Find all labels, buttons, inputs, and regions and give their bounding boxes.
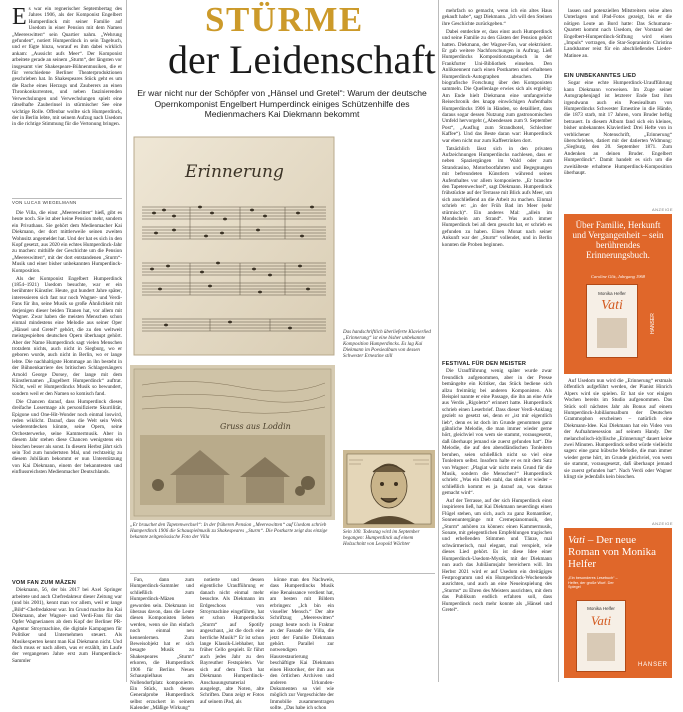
ad-1-publisher: HANSER — [650, 313, 656, 334]
column-rule — [438, 0, 439, 682]
subhead-festival: FESTIVAL FÜR DEN MEISTER — [442, 361, 527, 367]
score-caption: Das handschriftlich überlieferte Klavierlied „Erinnerung“ ist eine bisher unbekannte Komposition Humperdincks. Es lag Kai Diekmann im Poesiealbum von dessen Schwester Ernestine still — [343, 330, 431, 359]
postcard-text: Gruss aus Loddin — [220, 422, 291, 431]
ad-2[interactable] — [564, 528, 672, 678]
column-5 — [564, 8, 672, 68]
ad-2-book-author: Monika Helfer — [587, 606, 615, 611]
postcard — [130, 365, 335, 520]
headline: der Leidenschaft — [168, 37, 436, 82]
column-5c — [564, 378, 672, 514]
headline-kicker: STÜRME — [205, 0, 364, 39]
subhead-lied: EIN UNBEKANNTES LIED — [564, 73, 637, 79]
ad-label-2: ANZEIGE — [652, 521, 674, 526]
paragraph: Auf der Terrasse, auf der sich Humperdinck einst inspirieren ließ, hat Kai Diekmann neuerdings einen Flügel stehen, um sich, auch zu ganz Romantiker, Sonnenuntergänge mit Cremepianomusik, den „Sturm“ anhören zu können: einen Kammermusik, Sonate, mit gelegentlichen Empfehlungen tragischen und erhellenden Stimmen und Tänze, mal schwärmerisch, mal elegant, mal verspielt, wie dieses Lied gehört. Es ist diese Idee einer Humperdinck-Usedom-Mystik, mit der Diekmann nun auch das Jubiläumsjahr bereichern will. Im Herbst 2021 wird er auf Usedom ein dreitägiges Festprogramm und ein Humperdinck-Wochenende ausrichten, und auch an eine Neueinspielung des „Sturms“ zu Ehren des Meisters ausrichten, mit dem das Publikum endlich erfahren soll, dass Humperdinck noch mehr konnte als „Hänsel und Gretel“. — [442, 498, 552, 613]
score-title: Erinnerung — [185, 162, 284, 182]
bottom-column-a — [130, 577, 194, 712]
column-1b — [12, 577, 122, 679]
ad-2-headline-rest: – Der neue Roman von Monika Helfer — [568, 534, 656, 570]
byline: VON LUCAS WIEGELMANN — [12, 200, 77, 205]
intro-divider — [12, 198, 122, 199]
column-4b — [442, 358, 552, 679]
ad-1[interactable] — [564, 214, 672, 374]
paragraph: Sogar eine echte Humperdinck-Uraufführung kann Diekmann vorweisen. Im Zuge seiner Autographenjagd ist letzterer Ende fast ihm irgendwann auch ein Poesiealbum von Humperdincks Schwester Ernestine in die Hände, die 1873 starb, mit 17 Jahren, vom Bruder heftig betrauert. In diesem Album fand sich ein kleines, bisher unbekanntes Klavierlied: Drei Hefte von in verblichener Notenschrift, „Erinnerung“ überschrieben, datiert mit der datierten Widmung: „Siegburg, den 20. September 1871. Zum Andenken an deinen Bruder. Engelbert Humperdinck“. Damit handelt es sich um die zweitälteste erhaltene Humperdinck-Komposition überhaupt. — [564, 80, 672, 177]
ad-1-book-author: Monika Helfer — [598, 291, 626, 296]
paragraph: notierte und dessen eigentliche Uraufführung er danach nicht einmal mehr besuchte. Als Diekmann im Erdgeschoss von Stroymachine eingeführte, hat er schon Humperdincks „Sturm“ auf Spotify angeschaut, „ist die doch eine herrliche Musik!“ Er ist schon lange Klassik-Liebhaber, hat früher Cello gespielt. Er führt auch jedes Jahr zu den Bayreuther Festspielen. Vor sich auf dem Tisch hat Diekmann Humperdinck-Anschauungsmaterial ausgelegt, alte Noten, alte Schriften. Dann zeigt er Fotos auf seinem iPad, als — [200, 577, 264, 705]
bottom-column-c — [270, 577, 334, 712]
ad-2-publisher: HANSER — [638, 662, 668, 668]
ad-1-headline: Über Familie, Herkunft und Vergangenheit – sein berührendes Erinnerungsbuch. — [572, 220, 664, 260]
paragraph: Die Uraufführung wenig später wurde zwar freundlich aufgenommen, aber in der Presse bemängelte ein Kritiker, das Stück bediene sich allzu freimütig bei anderen Komponisten. Als Beispiel nannte er eine Passage, die ihn an eine Arie aus Verdis „Rigoletto“ erinnert hatte. Humperdinck schrieb einen Leserbrief. Dass dieser Verdi-Anklang gezielt so gesetzt sei, denn er „ist mir eigentlich lieb“, denn es ist doch im Grunde genommen ganz gähnliche Melodie, die man immer wieder gerne hört, gleichviel von wem sie stammt, vorausgesetzt, daß überhaupt jemand sie zuerst gefunden hat“. Die Melodie, die auf den abendländischen Tonleitern beruhen, seien schließlich nicht so viel eine Tonleitern selbst. Insofern halte er es mit dem Satz von Wagner: „Plagiat wär nicht mein Grund für die Musik, sondern die Menschen!“ Humperdinck schrieb: „Was ein Dieb stahl, das stiehlt er wieder – schließlich kommt es ja darauf an, was daraus gemacht wird“. — [442, 368, 552, 497]
ad-1-book-art — [597, 318, 627, 348]
ad-2-book-art — [587, 633, 615, 661]
paragraph: Die Villa, die einst „Meereswitten“ hieß, gibt es heute noch. Sie ist aber keine Pension mehr, sondern ein Privathaus. Sie gehört dem Medienmacher Kai Diekmann, der dort mittlerweile seinen zweiten Wohnsitz angemeldet hat. Und der hat es sich in den Kopf gesetzt, aus 2020 ein echtes Humperdinck-Jahr zu machen: mithilfe der Geschichte um die Pension „Meereswitten“, mit der dort entstandenen „Sturm“-Musik und einer bisher unbekannten Humperdinck-Komposition. — [12, 210, 122, 274]
score-image — [130, 135, 340, 360]
ad-1-subtitle: Caroline Gliż, Jahrgang 1968 — [591, 274, 645, 279]
column-4 — [442, 8, 552, 356]
ad-2-headline — [568, 534, 668, 570]
portrait-image — [343, 450, 435, 528]
ad-2-book — [576, 600, 626, 672]
ad-2-headline-italic: Vati — [568, 534, 586, 546]
paragraph: Die Chancen darauf, dass Humperdinck dieses dreifache Losermage als personifizierte Skurrilität, Epigone und One-Hit-Wonder noch einmal loswird, reden wiklicht. Darauf, dass die Welt sein Werk wiederentdecken könnte, seine Opern, seine Orchesterwerke, seine Kammermusik. Aber in diesem Jahr stehen diese Chancen wenigstens ein bisschen besser als sonst. In diesem Herbst jährt sich sein Tod zum hundertsten Mal, und rechtzeitig zu diesem Jubiläum bekommt er nun Unterstützung von Kai Diekmann, einem der bekanntesten und einflussreichsten Medienmacher Deutschlands. — [12, 398, 122, 476]
subhead-mazen: VOM FAN ZUM MÄZEN — [12, 580, 76, 586]
deck: Er war nicht nur der Schöpfer von „Hänsel und Gretel“: Warum der deutsche Opernkomponist Engelbert Humperdinck einiges Schützenhilfe des Medienmachers Kai Diekmann bekommt — [137, 88, 427, 119]
woodcut-portrait — [343, 450, 435, 528]
portrait-caption: Sein 100. Todestag wird im September begangen: Humperdinck auf einem Holzschnitt von Leopold Wächter — [343, 530, 420, 547]
column-rule — [558, 0, 559, 682]
paragraph: lassen und potenziellen Mitstreitern seine alten Unterlagen und iPad-Fotos gezeigt, bis er die nötigen Leute an Bord hatte: Das Schumann-Quartett kommt nach Usedom, der Vorstand der Engelbert-Humperdinck-Stiftung wird einen „Impuls“ vortragen, die Star-Sopranistin Christina Landshamer reist für ein abschließendes Lieder-Matinee an. — [564, 8, 672, 59]
paragraph: könne man den Nachweis, dass Humperdincks Musik eine Renaissance verdient hat, am besten mit Bildern erbringen: „Ich bin ein visueller Mensch.“ Der alte Schriftzug „Meereswitten“ prangt heute noch in Fraktur an der Fassade der Villa, die jetzt der Familie Diekmann gehört. Parallel zur notwendigen Hausrestaurierung beschäftigte Kai Diekmann einen Historiker, der ihm aus den örtlichen Archiven und anderen Urkunden-Dokumenten so viel wie möglich zur Vorgeschichte der Immobilie zusammentragen sollte. „Das habe ich schon — [270, 577, 334, 712]
paragraph: Fan, dann zum Humperdinck-Sammler und schließlich zum Humperdinck-Mäzen geworden sein. Diekmann ist überaus davon, dass die Leute diesen Komponisten lieben werden, wenn sie ihn einfach noch einmal neu kennenlernen. Zum Beweisobjekt hat er sich besagte Musik zu Shakespeares „Sturm“ erkoren, die Humperdinck 1906 für Berlins Neues Schauspielhaus am Nollendorfplatz komponierte. Ein Stück, nach dessen Generalprobe Humperdinck selbst erzuckert in seinem Kalender „Mäßige Wirkung“ — [130, 577, 194, 712]
ad-label-1: ANZEIGE — [652, 207, 674, 212]
paragraph: Tatsächlich lässt sich in den privaten Aufzeichnungen Humperdincks nachlesen, dass er neben Spaziergängen im Wald oder zum Strandcasino, Motorbootfahrten und Begegnungen mit befreundeten Künstlern während seines Aufenthaltes vor allem komponierte. „Er brauchte den Tapetenwechsel“, sagt Diekmann. Humperdinck frühstückte auf der Terrasse mit Blick aufs Meer, um sich anschließend an die Arbeit zu machen. Einmal schrieb er: „in der Früh Bad im Meer (sehr stürmisch)“. Ein anderes Mal: „allein im Mondschein am Strand“. Was auch immer Humperdinck bei all dem gesucht hat, er schrieb es gefunden zu haben. Einen Monat nach seiner Ankunft war der „Sturm“ vollendet, und in Berlin konnten die Proben beginnen. — [442, 145, 552, 248]
score-sheet — [130, 135, 340, 360]
paragraph: Als der Komponist Engelbert Humperdinck (1854–1921) Usedom besuchte, war er ein berühmter Künstler. Heute, gut hundert Jahre später, interessieren sich fast nur noch Wagner- und Verdi-Fans für ihn, seine Musik so große Ähnlichkeit mit derjenigen dieser beiden Titanen hat, vor allem mit Wagner. Zwar haben die meisten Menschen schon einmal mindestens eine Melodie aus seiner Oper „Hänsel und Gretel“ gehört, die zu den weltweit meistgespielten deutschen Opern überhaupt gehört. Aber der Name Humperdinck sagt vielen Menschen trotzdem nichts, auch nicht in Siegburg, wo er geboren wurde, auch nicht in Berlin, wo er lange lebte. Die nachhaltigste Hommage an ihn besteht in der Bühnenkarriere des britischen Schlagersängers Arnold George Dorsey, der lange mit dem Künstlernamen „Engelbert Humperdinck“ auftrat. Nicht, weil er Humperdincks Musik so bewundert, sondern weil er den Namen so komisch fand. — [12, 275, 122, 397]
paragraph: Auf Usedom nun wird die „Erinnerung“ erstmals öffentlich aufgeführt werden, der Pianist Hinrich Alpers wird sie spielen. Er hat sie vor einigen Wochen bereits im Studio aufgenommen. Das Stück soll nächstes Jahr als Bonus auf einem Humperdinck-Jubiläumsalbum der Deutschen Grammophon erscheinen – natürlich eine Diekmann-Idee. Kai Diekmann hat ein Video von der Aufnahmesession auf seinem Handy. Der melancholisch-idyllische „Erinnerung“ dauert keine zwei Minuten. Humperdinck selbst würde vielleicht sagen: eine ganz hübsche Melodie, die man immer wieder gerne hört, im Grunde gleichviel, von wem sie stammt, vorausgesetzt, daß überhaupt jemand sie zuerst gefunden hat“. Nach Verdi oder Wagner klingt sie jedenfalls kein bisschen. — [564, 378, 672, 481]
postcard-caption: „Er brauchet den Tapetenwechsel“: In der früheren Pension „Meereswitten“ auf Usedom schrieb Humperdinck 1906 die Schauspielmusik zu Shakespeares „Sturm“. Die Postkarte zeigt das einzige bekannte zeitgenössische Foto der Villa — [130, 523, 328, 540]
ad-1-book — [586, 284, 638, 358]
ad-2-small: „Ein besonderes Lesebuch“ – Helfer, der große Wurf. Der Spiegel — [568, 576, 618, 590]
ad-1-book-title: Vati — [601, 298, 623, 313]
ad-2-book-title: Vati — [590, 613, 612, 628]
column-5b — [564, 70, 672, 204]
column-1 — [12, 210, 122, 572]
column-rule — [126, 0, 127, 682]
bottom-column-b — [200, 577, 264, 705]
column-rule — [130, 573, 435, 574]
intro-column — [12, 6, 122, 196]
paragraph: mehrfach so gemacht, wenn ich ein altes Haus gekauft habe“, sagt Diekmann. „Ich will den Steinen ihre Geschichte zurückgeben.“ — [442, 8, 552, 27]
intro-text: s war ein regnerischer Septembertag des Jahres 1906, als der Komponist Engelbert Humperdinck mit seiner Familie auf Usedom in einer Pension mit dem Namen „Meereswitten“ sein Quartier nahm. „Wehrung gefunden“, notiert Humperdinck in sein Tagebuch, und er fügte hinzu, worauf es ihm dabei wirklich ankam: „Aussicht aufs Meer“. Der Komponist arbeitete gerade an seinem „Sturm“, der längsten vor insgesamt vier Shakespeare-Bühnenmusiken, die er für verschiedene Berliner Theaterproduktionen geschrieben hat. In Shakespeares Stück geht es um die Rache eines Herzogs und Zauberers an einen Thronkonkurrenten, und neben faszinierenden Verwechslungen und Verwechslungen spielt eine rätselhafte Zauberinsel in stürmischer See eine wichtige Rolle. Offenbar wollte sich Humperdinck, der in Berlin lebte, mit seinem Aufzug nach Usedom in die richtige Stimmung für die Vertonung bringen. — [12, 6, 122, 128]
drop-cap: E — [12, 4, 27, 30]
postcard-image — [130, 365, 335, 520]
paragraph: Diekmann, 56, der bis 2017 bei Axel Springer arbeitete und auch Chefredakteur dieser Zeitung war (und bis 2001), kennt man vor allem, weil er lange „Bild“-Chefredakteur war. Im Grund machte ihn Kai Diekmann, aber Wagner- und Verdi-Fans für das Opfer Wagnerianers ab dem Kopf der Berliner PR-Agentur Stroymachine, die digitale Kampagnen für Politiker und Unternehmen steuert. Als Musikexperten kennt man Kai Diekmann nicht. Und doch muss er nach allem, was er erzählt, im Laufe der vergangenen Jahre erst zum Humperdinck-Sammler — [12, 587, 122, 664]
paragraph: Dabei entdeckte er, dass einst auch Humperdinck und seine Familie zu den Gästen der Pension gehört hatten. Diekmann, der Wagner-Fan, war elektrisiert. Er gab weitere Nachforschungen in Auftrag. Ließ Humperdincks Kompositionstagebuch in der Frankfurter Uni-Bibliothek einsehen. Den Anliknennent nach einen Postkarten und erhaltenen Humperdinck-Autographen absuchen. Die biografische Forschung über den Komponisten sammeln. Die Quellenlage erwies sich als ergiebig: Am Ende hielt Diekmann eine umfangreiche Reisechronik des knapp einwöchigen Aufenthalts Humperdincks 1906 in Händen, so detailliert, dass daraus sogar dessen Nutzung zum gastronomischen Umfeld hervorgeht („Abendessen zum 9. September Post“, „Ausflug zum Strandhotel, Schlechter Kaffee“). Und das Beste daran war: Humperdinck war eben nicht nur zum Kaffeetrinken dort. — [442, 28, 552, 144]
